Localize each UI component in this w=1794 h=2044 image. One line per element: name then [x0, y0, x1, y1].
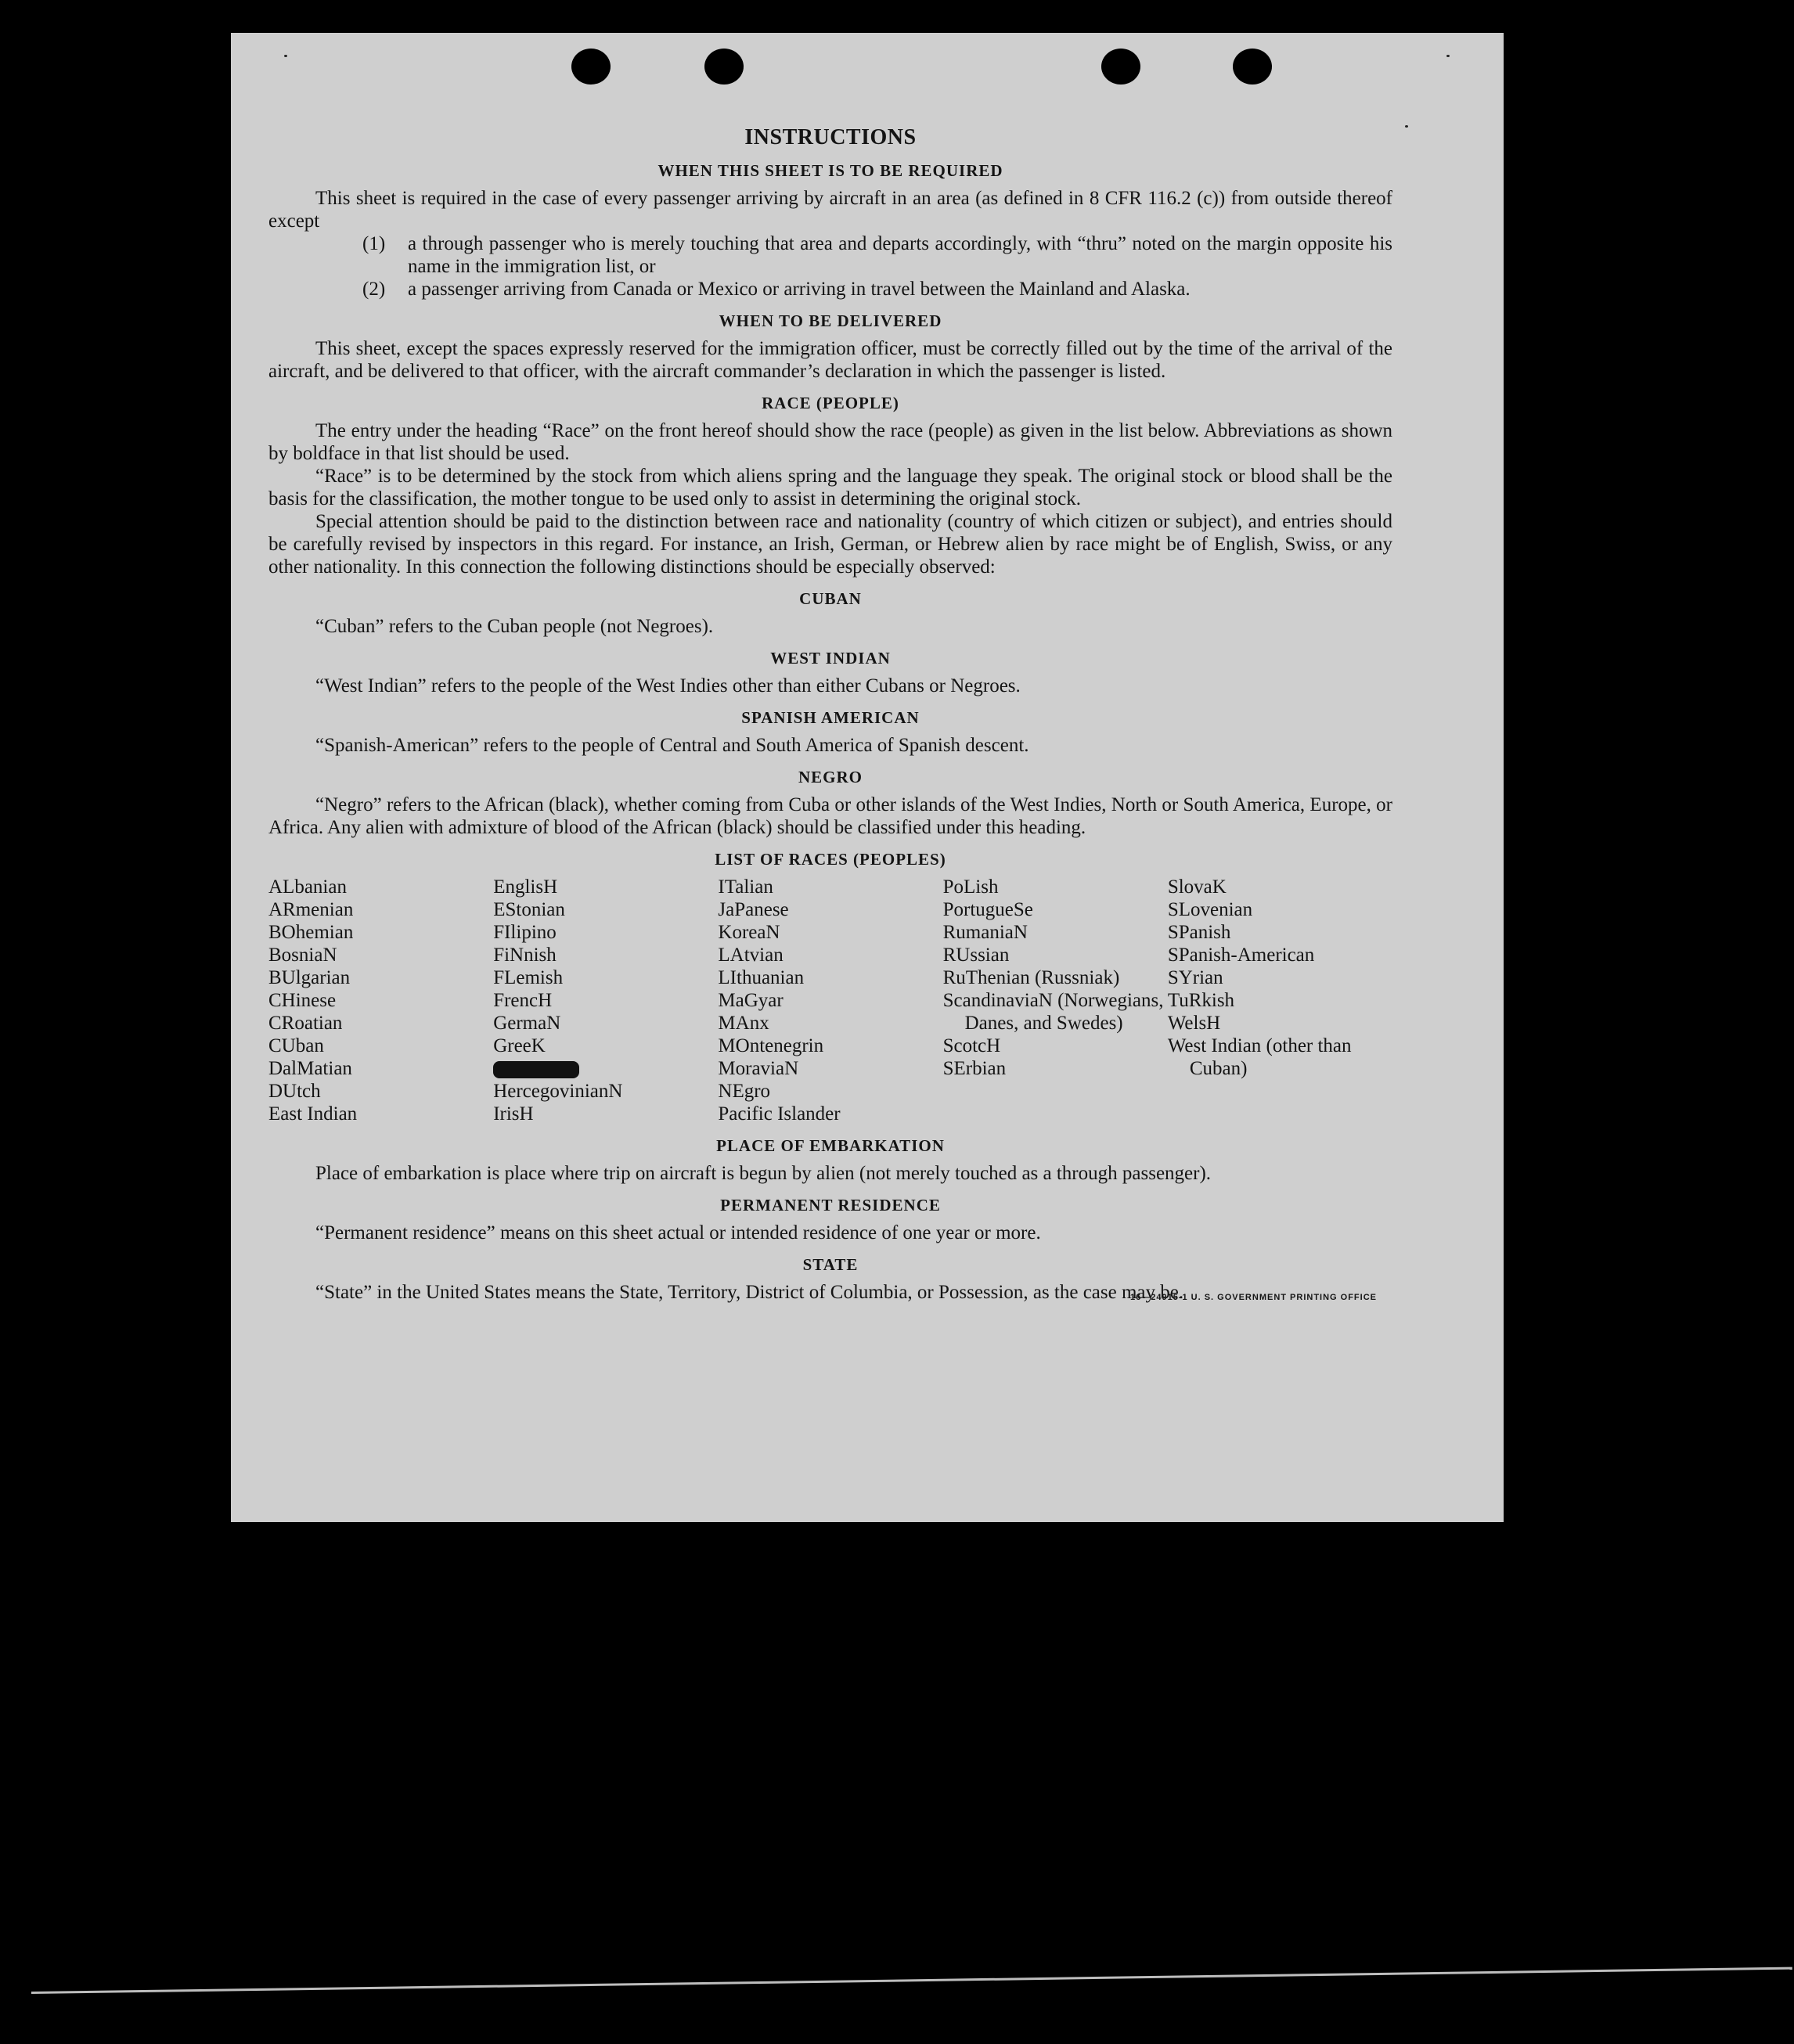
- paragraph: This sheet, except the spaces expressly reserved for the immigration officer, must be correctly filled out by the time of the arrival of the aircraft, and be delivered to that officer, with the aircraft commander’s declaration in which the passenger is listed.: [268, 338, 1392, 382]
- paragraph: The entry under the heading “Race” on the front hereof should show the race (people) as given in the list below. Abbreviations as shown by boldface in that list should be used.: [268, 420, 1392, 464]
- item-text: a through passenger who is merely touching that area and departs accordingly, with “thru” noted on the margin opposite his name in the immigration list, or: [408, 233, 1392, 277]
- race-entry: GermaN: [493, 1013, 561, 1034]
- race-entry: MoraviaN: [718, 1058, 799, 1079]
- race-entry: FLemish: [493, 967, 564, 988]
- race-entry: WelsH: [1167, 1013, 1221, 1034]
- race-entry: SlovaK: [1167, 876, 1227, 898]
- race-entry: [493, 1057, 718, 1080]
- race-entry: DUtch: [268, 1081, 321, 1102]
- race-entry: FrencH: [493, 990, 553, 1011]
- race-entry: CHinese: [268, 990, 337, 1011]
- race-entry: RUssian: [942, 945, 1010, 966]
- redaction-mark: [493, 1061, 579, 1078]
- race-column: [718, 876, 942, 1125]
- paragraph: “Permanent residence” means on this sheet actual or intended residence of one year or more.: [315, 1222, 1041, 1243]
- paragraph: “West Indian” refers to the people of the West Indies other than either Cubans or Negroes.: [315, 675, 1021, 696]
- race-entry: ITalian: [718, 876, 773, 898]
- race-column: [1168, 876, 1392, 1125]
- section-heading: PLACE OF EMBARKATION: [716, 1136, 945, 1155]
- section-heading: LIST OF RACES (PEOPLES): [715, 850, 946, 869]
- instructions-content: [268, 125, 1392, 1304]
- list-item: [268, 278, 1392, 300]
- paragraph: This sheet is required in the case of every passenger arriving by aircraft in an area (as defined in 8 CFR 116.2 (c)) from outside thereof except: [268, 188, 1392, 232]
- race-entry: MAnx: [718, 1013, 769, 1034]
- race-entry: BOhemian: [268, 922, 354, 943]
- speck: [284, 55, 287, 57]
- race-entry: ScotcH: [942, 1035, 1001, 1056]
- race-entry: BUlgarian: [268, 967, 351, 988]
- race-entry: LIthuanian: [718, 967, 805, 988]
- section-heading: WHEN TO BE DELIVERED: [719, 311, 942, 330]
- section-heading: WHEN THIS SHEET IS TO BE REQUIRED: [657, 161, 1003, 180]
- speck: [1446, 55, 1450, 57]
- race-entry: GreeK: [493, 1035, 546, 1056]
- item-number: (1): [362, 233, 386, 254]
- footer-row: [268, 1281, 1392, 1304]
- race-entry: MOntenegrin: [718, 1035, 824, 1056]
- race-entry: SPanish: [1167, 922, 1231, 943]
- document-sheet: [231, 33, 1504, 1522]
- section-heading: CUBAN: [799, 589, 862, 608]
- race-entry: ALbanian: [268, 876, 347, 898]
- race-entry: PoLish: [942, 876, 999, 898]
- race-entry: ARmenian: [268, 899, 354, 920]
- list-item: [268, 232, 1392, 278]
- race-column: [493, 876, 718, 1125]
- race-entry: NEgro: [718, 1081, 771, 1102]
- race-entry: SPanish-American: [1167, 945, 1315, 966]
- scan-edge-line: [31, 1967, 1792, 1994]
- race-entry: KoreaN: [718, 922, 780, 943]
- section-heading: NEGRO: [798, 768, 863, 786]
- race-entry: HercegovinianN: [493, 1081, 623, 1102]
- race-entry: CUban: [268, 1035, 324, 1056]
- race-entry: Pacific Islander: [718, 1103, 841, 1125]
- race-entry: East Indian: [268, 1103, 358, 1125]
- race-entry: IrisH: [493, 1103, 534, 1125]
- section-heading: WEST INDIAN: [770, 649, 891, 668]
- race-column: [268, 876, 493, 1125]
- section-heading: STATE: [802, 1255, 859, 1274]
- race-list: [268, 876, 1392, 1125]
- paragraph: Place of embarkation is place where trip on aircraft is begun by alien (not merely touched as a through passenger).: [315, 1163, 1212, 1184]
- race-entry: FIlipino: [493, 922, 557, 943]
- race-entry: TuRkish: [1167, 990, 1235, 1011]
- race-entry: EStonian: [493, 899, 565, 920]
- paragraph: “Race” is to be determined by the stock from which aliens spring and the language they speak. The original stock or blood shall be the basis for the classification, the mother tongue to be used only to assist in determining the original stock.: [268, 466, 1392, 509]
- race-entry: MaGyar: [718, 990, 784, 1011]
- paragraph: “Spanish-American” refers to the people of Central and South America of Spanish descent.: [315, 735, 1029, 756]
- section-heading: PERMANENT RESIDENCE: [720, 1196, 941, 1215]
- race-entry: LAtvian: [718, 945, 784, 966]
- punch-hole: [571, 49, 611, 85]
- section-heading: RACE (PEOPLE): [762, 394, 899, 412]
- race-entry: DalMatian: [268, 1058, 352, 1079]
- punch-hole: [1233, 49, 1272, 85]
- item-text: a passenger arriving from Canada or Mexico or arriving in travel between the Mainland and Alaska.: [408, 279, 1191, 300]
- paragraph: “State” in the United States means the State, Territory, District of Columbia, or Possession, as the case may be.: [315, 1282, 1184, 1303]
- race-entry: ScandinaviaN (Norwegians, Danes, and Swedes): [942, 990, 1164, 1034]
- paragraph: “Negro” refers to the African (black), whether coming from Cuba or other islands of the West Indies, North or South America, Europe, or Africa. Any alien with admixture of blood of the African (black) should be classified under this heading.: [268, 794, 1392, 838]
- race-column: [943, 876, 1168, 1125]
- race-entry: BosniaN: [268, 945, 337, 966]
- speck: [1405, 125, 1408, 128]
- race-entry: SYrian: [1167, 967, 1223, 988]
- race-entry: West Indian (other than Cuban): [1167, 1035, 1352, 1079]
- race-entry: FiNnish: [493, 945, 557, 966]
- paragraph: Special attention should be paid to the distinction between race and nationality (country of which citizen or subject), and entries should be carefully revised by inspectors in this regard. For instance, an Irish, German, or Hebrew alien by race might be of English, Swiss, or any other nationality. In this connection the following distinctions should be especially observed:: [268, 511, 1392, 578]
- section-heading: SPANISH AMERICAN: [741, 708, 920, 727]
- race-entry: SErbian: [942, 1058, 1007, 1079]
- printer-line: 16—24915-1 U. S. GOVERNMENT PRINTING OFFICE: [1129, 1293, 1377, 1302]
- race-entry: RuThenian (Russniak): [942, 967, 1120, 988]
- punch-hole: [704, 49, 744, 85]
- race-entry: SLovenian: [1167, 899, 1253, 920]
- race-entry: CRoatian: [268, 1013, 343, 1034]
- race-entry: PortugueSe: [942, 899, 1033, 920]
- item-number: (2): [362, 279, 386, 300]
- race-entry: RumaniaN: [942, 922, 1028, 943]
- race-entry: EnglisH: [493, 876, 558, 898]
- punch-hole: [1101, 49, 1140, 85]
- race-entry: JaPanese: [718, 899, 789, 920]
- paragraph: “Cuban” refers to the Cuban people (not Negroes).: [315, 616, 714, 637]
- page-title: INSTRUCTIONS: [744, 125, 917, 149]
